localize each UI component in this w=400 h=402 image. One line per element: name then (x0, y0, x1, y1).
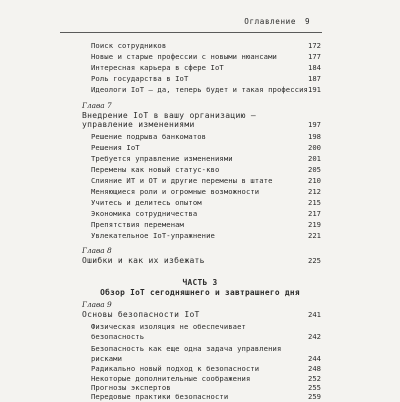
toc-entry-cont[interactable] (0, 331, 400, 342)
entry-page: 252 (308, 374, 321, 383)
toc-entry[interactable] (0, 186, 400, 197)
entry-page: 187 (308, 74, 321, 83)
entry-page: 248 (308, 364, 321, 373)
entry-page: 200 (308, 143, 321, 152)
header-rule (60, 32, 322, 33)
part-label: ЧАСТЬ 3 (182, 278, 218, 287)
toc-entry[interactable] (0, 84, 400, 95)
toc-entry[interactable] (0, 391, 400, 402)
entry-title: Слияние ИТ и ОТ и другие перемены в штате (91, 176, 273, 185)
chapter-title-text: Ошибки и как их избежать (82, 256, 205, 265)
entry-title: Перемены как новый статус-кво (91, 165, 220, 174)
entry-page: 191 (308, 85, 321, 94)
entry-title: Поиск сотрудников (91, 41, 167, 50)
entry-title-cont: рисками (91, 354, 122, 363)
toc-entry[interactable] (0, 230, 400, 241)
toc-entry[interactable] (0, 219, 400, 230)
entry-title: Идеологи IoT – да, теперь будет и такая профессия (91, 85, 308, 94)
toc-entry[interactable] (0, 131, 400, 142)
chapter-title-text: Основы безопасности IoT (82, 310, 200, 319)
toc-entry[interactable] (0, 175, 400, 186)
chapter-page: 225 (308, 256, 321, 265)
entry-page: 212 (308, 187, 321, 196)
toc-entry[interactable] (0, 197, 400, 208)
toc-entry[interactable] (0, 208, 400, 219)
chapter-title-line1: Внедрение IoT в вашу организацию — (82, 111, 256, 120)
entry-page: 201 (308, 154, 321, 163)
entry-page: 177 (308, 52, 321, 61)
entry-page: 184 (308, 63, 321, 72)
entry-page: 205 (308, 165, 321, 174)
chapter-label: Глава 8 (82, 246, 112, 255)
chapter-page: 241 (308, 310, 321, 319)
toc-entry[interactable] (0, 142, 400, 153)
toc-entry[interactable] (0, 73, 400, 84)
entry-title: Передовые практики безопасности (91, 392, 229, 401)
entry-title: Безопасность как еще одна задача управления (91, 344, 282, 353)
entry-title: Учитесь и делитесь опытом (91, 198, 202, 207)
entry-page: 210 (308, 176, 321, 185)
chapter-title[interactable] (0, 309, 400, 320)
entry-title: Некоторые дополнительные соображения (91, 374, 251, 383)
entry-page: 259 (308, 392, 321, 401)
part-title: Обзор IoT сегодняшнего и завтрашнего дня (100, 288, 300, 297)
running-head-title: Оглавление (244, 17, 296, 26)
entry-title: Препятствия переменам (91, 220, 184, 229)
toc-entry[interactable] (0, 51, 400, 62)
entry-page: 255 (308, 383, 321, 392)
entry-page: 244 (308, 354, 321, 363)
toc-entry[interactable] (0, 153, 400, 164)
entry-title: Физическая изоляция не обеспечивает (91, 322, 246, 331)
entry-title: Экономика сотрудничества (91, 209, 198, 218)
entry-title: Требуется управление изменениями (91, 154, 233, 163)
entry-title: Интересная карьера в сфере IoT (91, 63, 224, 72)
entry-title-cont: безопасность (91, 332, 145, 341)
entry-title: Прогнозы экспертов (91, 383, 171, 392)
entry-title: Решение подрыва банкоматов (91, 132, 207, 141)
toc-entry[interactable] (0, 40, 400, 51)
toc-entry[interactable] (0, 62, 400, 73)
entry-title: Меняющиеся роли и огромные возможности (91, 187, 260, 196)
running-head-page-number: 9 (305, 17, 311, 26)
chapter-title-line2: управление изменениями (82, 120, 195, 129)
running-head (0, 17, 400, 29)
entry-title: Новые и старые профессии с новыми нюансами (91, 52, 277, 61)
chapter-title[interactable] (0, 255, 400, 266)
entry-page: 217 (308, 209, 321, 218)
toc-entry[interactable] (0, 164, 400, 175)
chapter-page: 197 (308, 120, 321, 129)
entry-title: Увлекательное IoT-упражнение (91, 231, 215, 240)
entry-page: 219 (308, 220, 321, 229)
entry-page: 172 (308, 41, 321, 50)
entry-page: 215 (308, 198, 321, 207)
entry-page: 242 (308, 332, 321, 341)
chapter-label: Глава 9 (82, 300, 112, 309)
entry-title: Роль государства в IoT (91, 74, 189, 83)
entry-title: Радикально новый подход к безопасности (91, 364, 260, 373)
chapter-label: Глава 7 (82, 101, 112, 110)
entry-page: 221 (308, 231, 321, 240)
chapter-title-cont[interactable] (0, 119, 400, 130)
entry-title: Решения IoT (91, 143, 140, 152)
entry-page: 198 (308, 132, 321, 141)
